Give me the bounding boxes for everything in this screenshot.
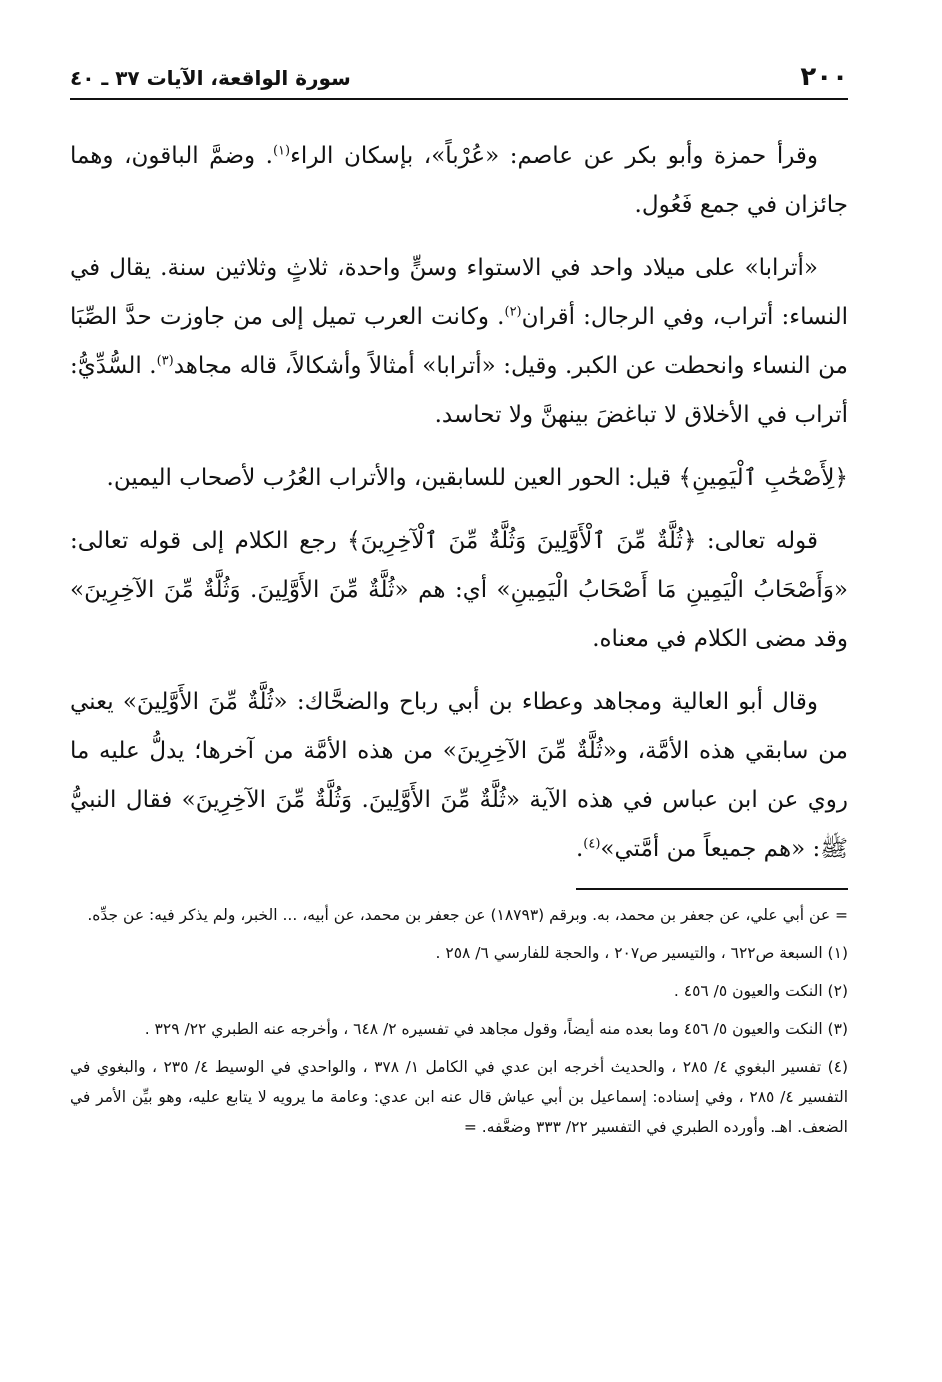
- paragraph: قوله تعالى: ﴿ثُلَّةٌ مِّنَ ٱلْأَوَّلِينَ وَثُلَّةٌ مِّنَ ٱلْآخِرِينَ﴾ رجع الكلام إلى قوله تعالى: «وَأَصْحَابُ الْيَمِينِ مَا أَصْحَابُ الْيَمِينِ» أي: هم «ثُلَّةٌ مِّنَ الأَوَّلِينَ. وَثُلَّةٌ مِّنَ الآخِرِينَ» وقد مضى الكلام في معناه.: [70, 528, 848, 652]
- footnote: (٣) النكت والعيون ٥/ ٤٥٦ وما بعده منه أيضاً، وقول مجاهد في تفسيره ٢/ ٦٤٨ ، وأخرجه عنه الطبري ٢٢/ ٣٢٩ .: [144, 1020, 848, 1038]
- footnote: (١) السبعة ص٦٢٢ ، والتيسير ص٢٠٧ ، والحجة للفارسي ٦/ ٢٥٨ .: [435, 944, 848, 962]
- page-header: [70, 58, 848, 100]
- paragraph-text: . وكانت العرب تميل إلى من جاوزت حدَّ الصِّبَا من النساء وانحطت عن الكبر. وقيل: «أترابا» أمثالاً وأشكالاً، قاله مجاهد: [70, 304, 848, 379]
- footnote: = عن أبي علي، عن جعفر بن محمد، به. وبرقم (١٨٧٩٣) عن جعفر بن محمد، عن أبيه، ... الخبر، ولم يذكر فيه: عن جدِّه.: [87, 906, 848, 924]
- paragraph: ﴿لِأَصْحَٰبِ ٱلْيَمِينِ﴾ قيل: الحور العين للسابقين، والأتراب العُرُب لأصحاب اليمين.: [106, 465, 848, 491]
- footnote-ref: (٢): [504, 304, 522, 320]
- page-number: ٢٠٠: [800, 62, 848, 92]
- paragraph-text: . وضمَّ الباقون، وهما جائزان في جمع فَعُول.: [70, 143, 848, 218]
- paragraph-text: . السُّدِّيُّ: أتراب في الأخلاق لا تباغضَ بينهنَّ ولا تحاسد.: [70, 353, 848, 428]
- footnote-ref: (٤): [583, 836, 601, 852]
- paragraph-text: وقرأ حمزة وأبو بكر عن عاصم: «عُرْباً»، بإسكان الراء: [290, 143, 818, 169]
- paragraph: [70, 132, 848, 230]
- footnote-ref: (٣): [156, 353, 174, 369]
- footnote-divider: [576, 888, 848, 890]
- footnote: (٢) النكت والعيون ٥/ ٤٥٦ .: [673, 982, 848, 1000]
- footnote: (٤) تفسير البغوي ٤/ ٢٨٥ ، والحديث أخرجه ابن عدي في الكامل ١/ ٣٧٨ ، والواحدي في الوسيط ٤/ ٢٣٥ ، والبغوي في التفسير ٤/ ٢٨٥ ، وفي إسناده: إسماعيل بن أبي عياش قال عنه ابن عدي: وعامة ما يرويه لا يتابع عليه، وهو بيِّن الأمر في الضعف. اهـ. وأورده الطبري في التفسير ٢٢/ ٣٣٣ وضعَّفه. =: [70, 1058, 849, 1136]
- paragraph-text: «أترابا» على ميلاد واحد في الاستواء وسنٍّ واحدة، ثلاثٍ وثلاثين سنة. يقال في النساء: أتراب، وفي الرجال: أقران: [70, 255, 848, 330]
- paragraph-text: وقال أبو العالية ومجاهد وعطاء بن أبي رباح والضحَّاك: «ثُلَّةٌ مِّنَ الأَوَّلِينَ» يعني من سابقي هذه الأمَّة، و«ثُلَّةٌ مِّنَ الآخِرِينَ» من هذه الأمَّة من آخرها؛ يدلُّ عليه ما روي عن ابن عباس في هذه الآية «ثُلَّةٌ مِّنَ الأَوَّلِينَ. وَثُلَّةٌ مِّنَ الآخِرِينَ» فقال النبيُّ ﷺ: «هم جميعاً من أمَّتي»: [70, 689, 848, 862]
- running-title: سورة الواقعة، الآيات ٣٧ ـ ٤٠: [70, 66, 351, 90]
- book-page: [70, 58, 848, 1358]
- footnotes: [70, 900, 848, 1142]
- main-text: [70, 132, 848, 874]
- paragraph: [70, 678, 848, 874]
- footnote-ref: (١): [272, 143, 291, 159]
- paragraph-text: .: [575, 836, 584, 862]
- paragraph: [70, 244, 848, 440]
